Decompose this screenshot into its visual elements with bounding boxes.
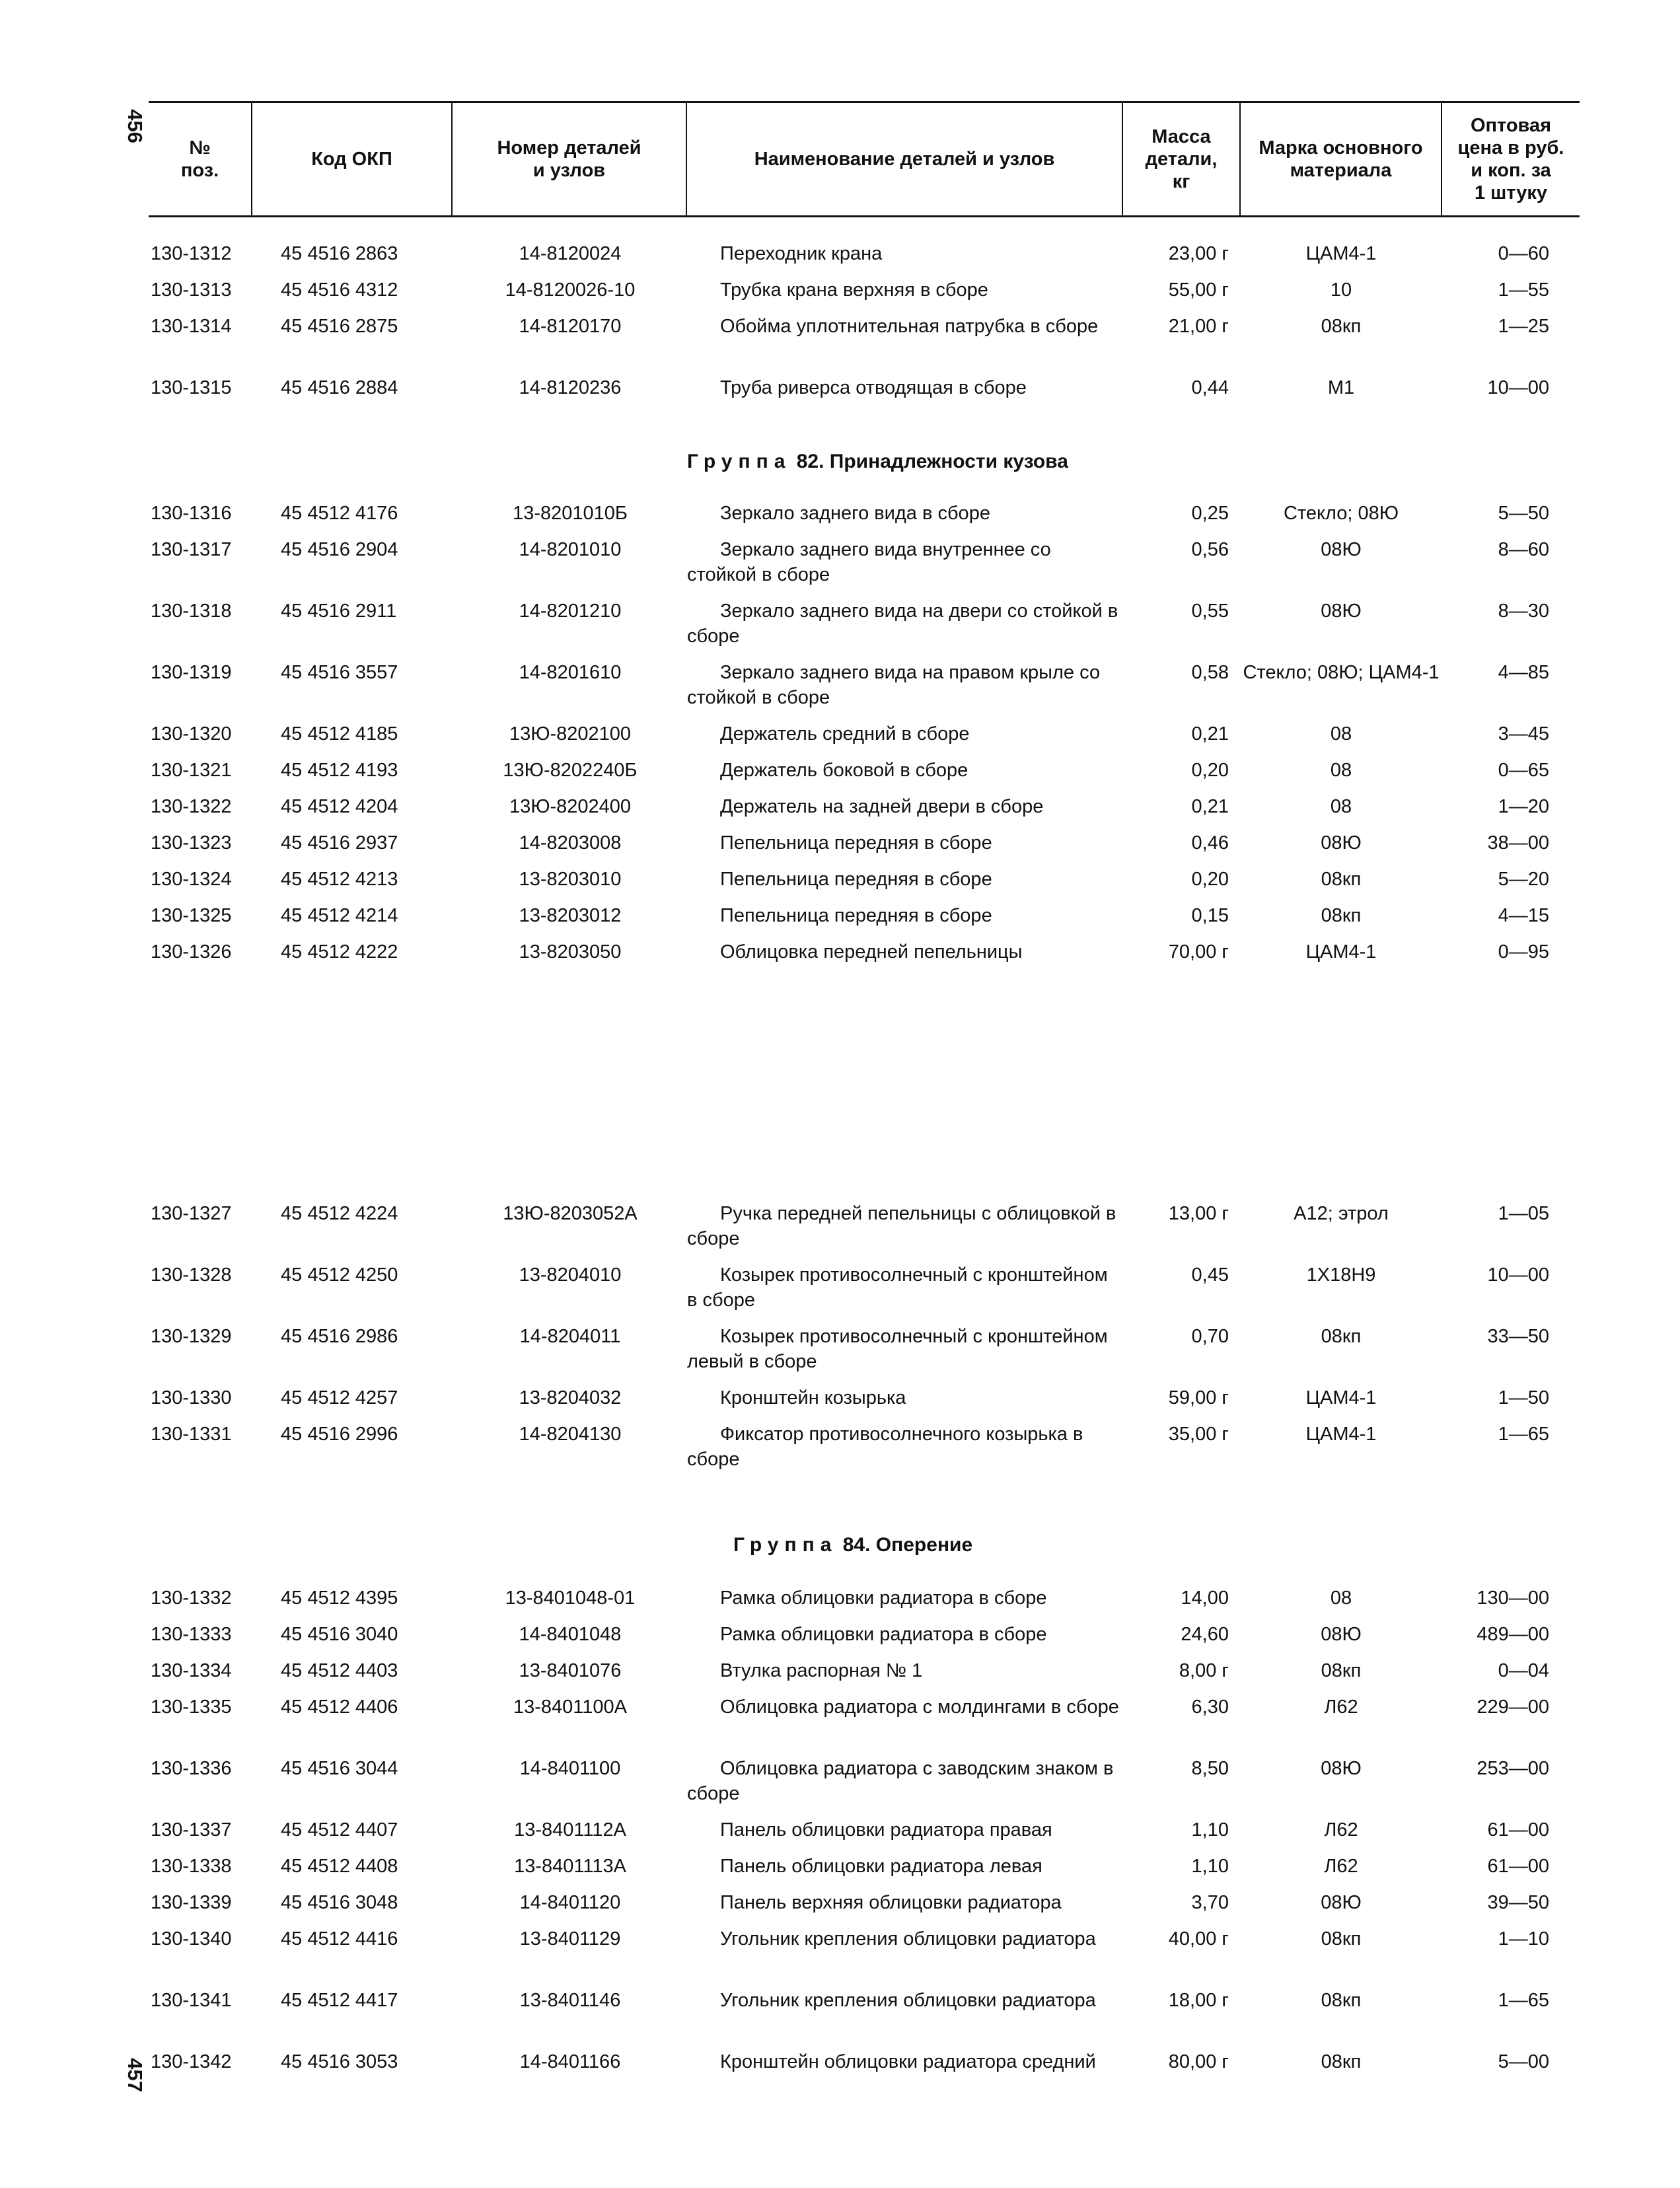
part-name-cell: Облицовка передней пепельницы xyxy=(720,941,1023,963)
group-heading-text: 82. Принадлежности кузова xyxy=(796,451,1068,472)
part-number-cell: 14-8401120 xyxy=(519,1892,621,1913)
mass-cell: 24,60 xyxy=(1181,1624,1229,1645)
price-cell: 39—50 xyxy=(1487,1892,1549,1913)
okp-cell: 45 4516 2911 xyxy=(281,601,397,622)
material-cell: 08 xyxy=(1330,796,1352,817)
material-cell: 08кп xyxy=(1321,1326,1362,1347)
position-cell: 130-1322 xyxy=(151,796,232,817)
price-cell: 10—00 xyxy=(1487,1264,1549,1286)
part-name-cell: Панель облицовки радиатора левая xyxy=(720,1856,1042,1877)
okp-cell: 45 4512 4403 xyxy=(281,1660,398,1681)
mass-cell: 21,00 г xyxy=(1168,316,1229,337)
okp-cell: 45 4516 3048 xyxy=(281,1892,398,1913)
okp-cell: 45 4512 4193 xyxy=(281,760,398,781)
part-number-cell: 14-8120236 xyxy=(519,377,622,398)
material-cell: 08Ю xyxy=(1321,1624,1362,1645)
material-cell: 08Ю xyxy=(1321,601,1362,622)
part-name-cell: Держатель боковой в сборе xyxy=(720,760,968,781)
mass-cell: 80,00 г xyxy=(1168,2051,1229,2072)
price-cell: 5—50 xyxy=(1498,503,1549,524)
position-cell: 130-1325 xyxy=(151,905,232,926)
okp-cell: 45 4512 4213 xyxy=(281,869,398,890)
position-cell: 130-1318 xyxy=(151,601,232,622)
material-cell: 08кп xyxy=(1321,905,1362,926)
header-okp-code: Код ОКП xyxy=(251,103,451,215)
okp-cell: 45 4516 3557 xyxy=(281,662,398,683)
okp-cell: 45 4516 2937 xyxy=(281,832,398,854)
part-name-cell: Облицовка радиатора с молдингами в сборе xyxy=(720,1696,1119,1718)
part-name-cell: Угольник крепления облицовки радиатора xyxy=(720,1990,1096,2011)
material-cell: 08 xyxy=(1330,723,1352,745)
price-cell: 0—04 xyxy=(1498,1660,1549,1681)
okp-cell: 45 4512 4408 xyxy=(281,1856,398,1877)
okp-cell: 45 4512 4257 xyxy=(281,1387,398,1408)
material-cell: ЦАМ4-1 xyxy=(1305,1424,1377,1445)
price-cell: 130—00 xyxy=(1477,1587,1549,1609)
price-cell: 1—10 xyxy=(1498,1928,1549,1950)
part-name-cell: Пепельница передняя в сборе xyxy=(720,832,992,854)
part-number-cell: 13-8203012 xyxy=(519,905,622,926)
price-cell: 0—95 xyxy=(1498,941,1549,963)
part-number-cell: 13Ю-8202240Б xyxy=(503,760,638,781)
okp-cell: 45 4516 2986 xyxy=(281,1326,398,1347)
material-cell: 08Ю xyxy=(1321,1758,1362,1779)
part-name-cell: Обойма уплотнительная патрубка в сборе xyxy=(720,316,1099,337)
price-cell: 8—60 xyxy=(1498,539,1549,560)
okp-cell: 45 4516 2904 xyxy=(281,539,398,560)
part-number-cell: 14-8401100 xyxy=(519,1758,621,1779)
position-cell: 130-1329 xyxy=(151,1326,232,1347)
part-name-cell: Панель верхняя облицовки радиатора xyxy=(720,1892,1062,1913)
okp-cell: 45 4516 2863 xyxy=(281,243,398,264)
material-cell: 08Ю xyxy=(1321,539,1362,560)
mass-cell: 35,00 г xyxy=(1168,1424,1229,1445)
price-cell: 0—60 xyxy=(1498,243,1549,264)
material-cell: М1 xyxy=(1327,377,1355,398)
okp-cell: 45 4516 2996 xyxy=(281,1424,398,1445)
part-number-cell: 14-8120170 xyxy=(519,316,622,337)
mass-cell: 55,00 г xyxy=(1168,279,1229,301)
position-cell: 130-1313 xyxy=(151,279,232,301)
part-name-cell: Держатель на задней двери в сборе xyxy=(720,796,1044,817)
material-cell: 08кп xyxy=(1321,869,1362,890)
mass-cell: 0,58 xyxy=(1191,662,1229,683)
position-cell: 130-1317 xyxy=(151,539,232,560)
price-cell: 4—85 xyxy=(1498,662,1549,683)
position-cell: 130-1321 xyxy=(151,760,232,781)
mass-cell: 8,00 г xyxy=(1179,1660,1229,1681)
okp-cell: 45 4512 4406 xyxy=(281,1696,398,1718)
part-name-cell: Зеркало заднего вида в сборе xyxy=(720,503,990,524)
material-cell: 08кп xyxy=(1321,2051,1362,2072)
price-cell: 4—15 xyxy=(1498,905,1549,926)
price-cell: 229—00 xyxy=(1477,1696,1549,1718)
position-cell: 130-1323 xyxy=(151,832,232,854)
part-number-cell: 14-8401166 xyxy=(519,2051,621,2072)
price-cell: 33—50 xyxy=(1487,1326,1549,1347)
okp-cell: 45 4516 2884 xyxy=(281,377,398,398)
material-cell: ЦАМ4-1 xyxy=(1305,243,1377,264)
mass-cell: 0,20 xyxy=(1191,869,1229,890)
material-cell: ЦАМ4-1 xyxy=(1305,1387,1377,1408)
part-name-cell: Панель облицовки радиатора правая xyxy=(720,1819,1052,1841)
header-price: Оптовая цена в руб. и коп. за 1 штуку xyxy=(1441,103,1580,215)
part-number-cell: 13-8401048-01 xyxy=(505,1587,636,1609)
part-number-cell: 14-8120024 xyxy=(519,243,622,264)
mass-cell: 13,00 г xyxy=(1168,1203,1229,1224)
position-cell: 130-1315 xyxy=(151,377,232,398)
okp-cell: 45 4512 4395 xyxy=(281,1587,398,1609)
okp-cell: 45 4512 4224 xyxy=(281,1203,398,1224)
part-number-cell: 13-8401129 xyxy=(519,1928,621,1950)
mass-cell: 14,00 xyxy=(1181,1587,1229,1609)
material-cell: ЦАМ4-1 xyxy=(1305,941,1377,963)
part-number-cell: 14-8120026-10 xyxy=(505,279,636,301)
price-cell: 489—00 xyxy=(1477,1624,1549,1645)
mass-cell: 6,30 xyxy=(1191,1696,1229,1718)
mass-cell: 18,00 г xyxy=(1168,1990,1229,2011)
position-cell: 130-1319 xyxy=(151,662,232,683)
price-cell: 5—20 xyxy=(1498,869,1549,890)
part-name-cell: Зеркало заднего вида на правом крыле со стойкой в сборе xyxy=(687,662,1101,708)
mass-cell: 1,10 xyxy=(1191,1819,1229,1841)
price-cell: 1—55 xyxy=(1498,279,1549,301)
mass-cell: 0,70 xyxy=(1191,1326,1229,1347)
mass-cell: 0,46 xyxy=(1191,832,1229,854)
material-cell: 08Ю xyxy=(1321,1892,1362,1913)
position-cell: 130-1320 xyxy=(151,723,232,745)
group-heading-word: Группа xyxy=(687,451,791,472)
mass-cell: 3,70 xyxy=(1191,1892,1229,1913)
price-cell: 38—00 xyxy=(1487,832,1549,854)
mass-cell: 8,50 xyxy=(1191,1758,1229,1779)
material-cell: Л62 xyxy=(1324,1856,1358,1877)
position-cell: 130-1342 xyxy=(151,2051,232,2072)
part-number-cell: 13-8203010 xyxy=(519,869,622,890)
position-cell: 130-1331 xyxy=(151,1424,232,1445)
mass-cell: 0,55 xyxy=(1191,601,1229,622)
part-number-cell: 13-8401076 xyxy=(519,1660,622,1681)
part-name-cell: Рамка облицовки радиатора в сборе xyxy=(720,1587,1047,1609)
header-part-number: Номер деталей и узлов xyxy=(451,103,686,215)
price-cell: 1—50 xyxy=(1498,1387,1549,1408)
part-name-cell: Ручка передней пепельницы с облицовкой в сборе xyxy=(687,1203,1116,1249)
okp-cell: 45 4512 4214 xyxy=(281,905,398,926)
part-name-cell: Втулка распорная № 1 xyxy=(720,1660,923,1681)
price-cell: 1—65 xyxy=(1498,1424,1549,1445)
material-cell: Л62 xyxy=(1324,1696,1358,1718)
okp-cell: 45 4516 2875 xyxy=(281,316,398,337)
table-header xyxy=(149,101,1580,217)
okp-cell: 45 4516 4312 xyxy=(281,279,398,301)
position-cell: 130-1332 xyxy=(151,1587,232,1609)
part-number-cell: 14-8204011 xyxy=(519,1326,621,1347)
part-number-cell: 13-8203050 xyxy=(519,941,622,963)
price-cell: 1—25 xyxy=(1498,316,1549,337)
group-heading-82 xyxy=(687,449,1216,474)
part-number-cell: 13-8401146 xyxy=(519,1990,621,2011)
part-name-cell: Угольник крепления облицовки радиатора xyxy=(720,1928,1096,1950)
position-cell: 130-1326 xyxy=(151,941,232,963)
part-number-cell: 14-8204130 xyxy=(519,1424,622,1445)
mass-cell: 0,45 xyxy=(1191,1264,1229,1286)
part-name-cell: Облицовка радиатора с заводским знаком в сборе xyxy=(687,1758,1114,1804)
mass-cell: 0,21 xyxy=(1191,796,1229,817)
price-cell: 0—65 xyxy=(1498,760,1549,781)
part-name-cell: Переходник крана xyxy=(720,243,883,264)
group-heading-text: 84. Оперение xyxy=(842,1534,973,1556)
part-name-cell: Кронштейн облицовки радиатора средний xyxy=(720,2051,1096,2072)
price-cell: 8—30 xyxy=(1498,601,1549,622)
material-cell: 08кп xyxy=(1321,1990,1362,2011)
mass-cell: 0,21 xyxy=(1191,723,1229,745)
part-number-cell: 13-8204032 xyxy=(519,1387,622,1408)
part-number-cell: 13-8204010 xyxy=(519,1264,622,1286)
position-cell: 130-1341 xyxy=(151,1990,232,2011)
header-position: № поз. xyxy=(180,137,219,181)
material-cell: 08кп xyxy=(1321,1928,1362,1950)
position-cell: 130-1330 xyxy=(151,1387,232,1408)
header-part-name: Наименование деталей и узлов xyxy=(686,103,1122,215)
mass-cell: 0,20 xyxy=(1191,760,1229,781)
material-cell: 1Х18Н9 xyxy=(1306,1264,1376,1286)
mass-cell: 59,00 г xyxy=(1168,1387,1229,1408)
material-cell: Л62 xyxy=(1324,1819,1358,1841)
material-cell: А12; этрол xyxy=(1294,1203,1389,1224)
material-cell: Стекло; 08Ю xyxy=(1283,503,1399,524)
page-number-top: 456 xyxy=(123,109,147,143)
material-cell: 10 xyxy=(1330,279,1352,301)
material-cell: Стекло; 08Ю; ЦАМ4-1 xyxy=(1243,662,1440,683)
position-cell: 130-1338 xyxy=(151,1856,232,1877)
price-cell: 61—00 xyxy=(1487,1819,1549,1841)
mass-cell: 0,25 xyxy=(1191,503,1229,524)
part-number-cell: 13-8401112А xyxy=(514,1819,626,1841)
material-cell: 08 xyxy=(1330,1587,1352,1609)
position-cell: 130-1314 xyxy=(151,316,232,337)
price-cell: 3—45 xyxy=(1498,723,1549,745)
price-cell: 5—00 xyxy=(1498,2051,1549,2072)
part-name-cell: Зеркало заднего вида внутреннее со стойкой в сборе xyxy=(687,539,1051,585)
mass-cell: 1,10 xyxy=(1191,1856,1229,1877)
group-heading-84 xyxy=(733,1533,1262,1558)
okp-cell: 45 4512 4222 xyxy=(281,941,398,963)
okp-cell: 45 4512 4250 xyxy=(281,1264,398,1286)
position-cell: 130-1340 xyxy=(151,1928,232,1950)
part-number-cell: 13Ю-8203052А xyxy=(503,1203,638,1224)
position-cell: 130-1312 xyxy=(151,243,232,264)
header-material: Марка основного материала xyxy=(1239,103,1441,215)
part-number-cell: 13Ю-8202400 xyxy=(509,796,632,817)
okp-cell: 45 4512 4416 xyxy=(281,1928,398,1950)
material-cell: 08Ю xyxy=(1321,832,1362,854)
position-cell: 130-1337 xyxy=(151,1819,232,1841)
okp-cell: 45 4512 4176 xyxy=(281,503,398,524)
part-name-cell: Козырек противосолнечный с кронштейном левый в сборе xyxy=(687,1326,1108,1372)
part-name-cell: Кронштейн козырька xyxy=(720,1387,906,1408)
part-number-cell: 14-8201610 xyxy=(519,662,622,683)
part-name-cell: Пепельница передняя в сборе xyxy=(720,869,992,890)
group-heading-word: Группа xyxy=(733,1534,838,1556)
mass-cell: 23,00 г xyxy=(1168,243,1229,264)
material-cell: 08кп xyxy=(1321,1660,1362,1681)
okp-cell: 45 4512 4204 xyxy=(281,796,398,817)
part-name-cell: Зеркало заднего вида на двери со стойкой в сборе xyxy=(687,601,1118,647)
price-cell: 1—20 xyxy=(1498,796,1549,817)
part-number-cell: 13-8401113А xyxy=(514,1856,626,1877)
okp-cell: 45 4516 3040 xyxy=(281,1624,398,1645)
price-cell: 10—00 xyxy=(1487,377,1549,398)
position-cell: 130-1327 xyxy=(151,1203,232,1224)
part-number-cell: 13Ю-8202100 xyxy=(509,723,632,745)
part-name-cell: Козырек противосолнечный с кронштейном в сборе xyxy=(687,1264,1108,1311)
part-number-cell: 14-8201010 xyxy=(519,539,622,560)
mass-cell: 70,00 г xyxy=(1168,941,1229,963)
position-cell: 130-1335 xyxy=(151,1696,232,1718)
position-cell: 130-1336 xyxy=(151,1758,232,1779)
price-cell: 1—05 xyxy=(1498,1203,1549,1224)
position-cell: 130-1333 xyxy=(151,1624,232,1645)
part-name-cell: Пепельница передняя в сборе xyxy=(720,905,992,926)
part-number-cell: 13-8401100А xyxy=(513,1696,627,1718)
position-cell: 130-1334 xyxy=(151,1660,232,1681)
page-number-bottom: 457 xyxy=(123,2058,147,2092)
position-cell: 130-1328 xyxy=(151,1264,232,1286)
part-number-cell: 14-8201210 xyxy=(519,601,622,622)
price-cell: 1—65 xyxy=(1498,1990,1549,2011)
mass-cell: 0,56 xyxy=(1191,539,1229,560)
mass-cell: 40,00 г xyxy=(1168,1928,1229,1950)
part-number-cell: 14-8401048 xyxy=(519,1624,622,1645)
part-name-cell: Трубка крана верхняя в сборе xyxy=(720,279,988,301)
okp-cell: 45 4512 4417 xyxy=(281,1990,398,2011)
part-number-cell: 14-8203008 xyxy=(519,832,622,854)
okp-cell: 45 4516 3053 xyxy=(281,2051,398,2072)
part-name-cell: Держатель средний в сборе xyxy=(720,723,970,745)
okp-cell: 45 4512 4185 xyxy=(281,723,398,745)
okp-cell: 45 4512 4407 xyxy=(281,1819,398,1841)
position-cell: 130-1316 xyxy=(151,503,232,524)
part-name-cell: Труба риверса отводящая в сборе xyxy=(720,377,1027,398)
position-cell: 130-1339 xyxy=(151,1892,232,1913)
header-mass: Масса детали, кг xyxy=(1122,103,1239,215)
mass-cell: 0,44 xyxy=(1191,377,1229,398)
position-cell: 130-1324 xyxy=(151,869,232,890)
part-name-cell: Фиксатор противосолнечного козырька в сборе xyxy=(687,1424,1083,1470)
part-name-cell: Рамка облицовки радиатора в сборе xyxy=(720,1624,1047,1645)
material-cell: 08 xyxy=(1330,760,1352,781)
price-cell: 61—00 xyxy=(1487,1856,1549,1877)
okp-cell: 45 4516 3044 xyxy=(281,1758,398,1779)
price-cell: 253—00 xyxy=(1477,1758,1549,1779)
material-cell: 08кп xyxy=(1321,316,1362,337)
part-number-cell: 13-8201010Б xyxy=(513,503,628,524)
mass-cell: 0,15 xyxy=(1191,905,1229,926)
